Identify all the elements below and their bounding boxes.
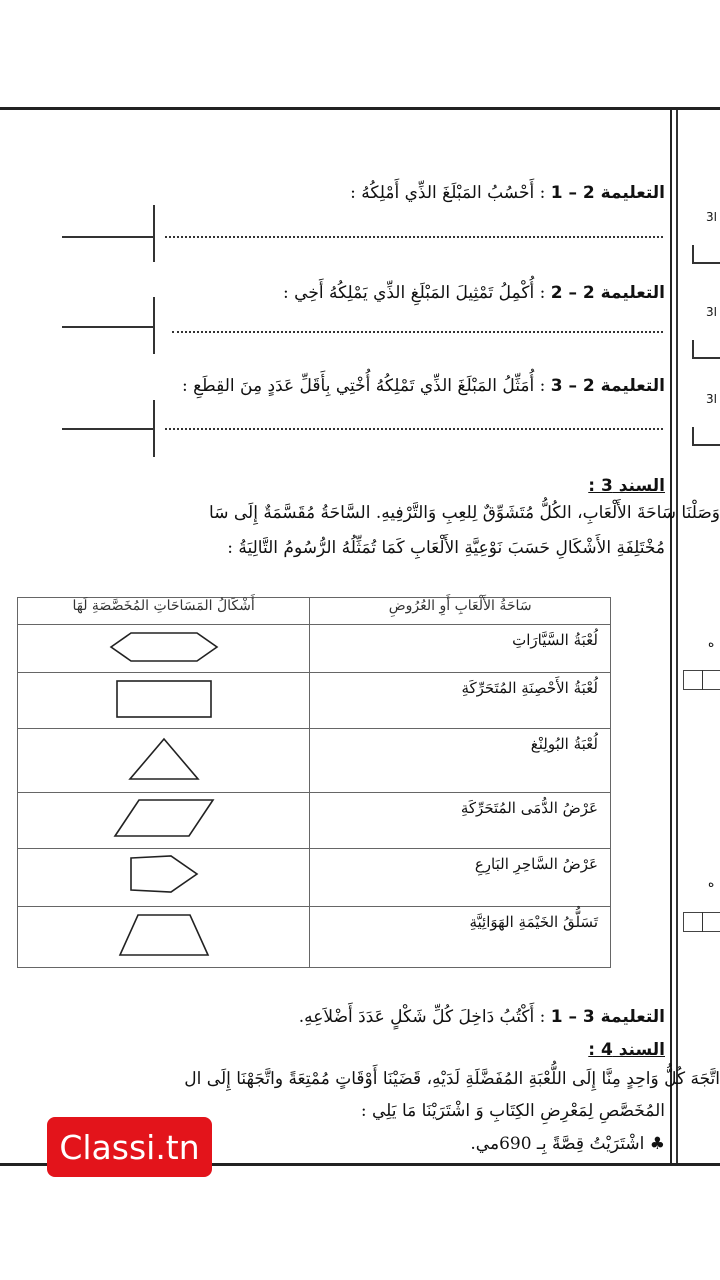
top-border xyxy=(0,107,720,110)
instruction-3-1 xyxy=(299,1007,665,1027)
row-name: لُعْبَةُ الأَحْصِنَةِ المُتَحَرِّكَةِ xyxy=(310,673,611,729)
parallelogram-shape xyxy=(18,792,310,848)
side-mark: ه xyxy=(708,636,715,650)
instruction-text: : أَحْسُبُ المَبْلَغَ الذِّي أَمْلِكُهُ : xyxy=(350,183,546,203)
header-games: سَاحَةُ الأَلْعَابِ أَوِ العُرُوضِ xyxy=(310,598,611,625)
instruction-label: التعليمة 2 – 2 xyxy=(550,283,665,303)
instruction-label: التعليمة 2 – 1 xyxy=(550,183,665,203)
column-divider xyxy=(670,110,672,1163)
instruction-text: : أَكْتُبُ دَاخِلَ كُلِّ شَكْلٍ عَدَدَ أَضْلاَعِهِ. xyxy=(298,1007,546,1027)
side-bracket xyxy=(692,262,720,264)
pentagon-shape xyxy=(18,848,310,906)
answer-bar xyxy=(153,400,155,457)
side-mark: 3ا xyxy=(706,392,717,406)
row-name: لُعْبَةُ السَّيَّارَاتِ xyxy=(310,625,611,673)
sanad-3-title: السند 3 : xyxy=(588,476,665,496)
sanad-4-line-1: اتَّجَهَ كُلُّ وَاحِدٍ مِنَّا إِلَى اللُّعْبَةِ المُفَضَّلَةِ لَدَيْهِ، قَضَيْنَا أَوْقَاتٍ مُمْتِعَةً واتَّجَهْنَا إِلَى ال xyxy=(184,1069,720,1089)
side-bracket xyxy=(692,444,720,446)
hexagon-shape xyxy=(18,625,310,673)
side-mark: 3ا xyxy=(706,210,717,224)
instruction-2-2 xyxy=(283,283,665,303)
sanad-4-line-2: المُخَصَّصِ لِمَعْرِضِ الكِتَابِ وَ اشْتَرَيْنَا مَا يَلِي : xyxy=(360,1101,665,1121)
answer-line xyxy=(62,236,154,238)
answer-dots xyxy=(165,428,663,430)
answer-bar xyxy=(153,297,155,354)
side-bracket xyxy=(692,340,694,358)
answer-dots xyxy=(165,236,663,238)
instruction-2-3 xyxy=(182,376,665,396)
sanad-4-title: السند 4 : xyxy=(588,1040,665,1060)
instruction-label: التعليمة 3 – 1 xyxy=(550,1007,665,1027)
table-row xyxy=(18,673,611,729)
answer-dots xyxy=(172,331,663,333)
row-name: عَرْضُ الدُّمَى المُتَحَرِّكَةِ xyxy=(310,792,611,848)
header-shapes: أَشْكَالُ المَسَاحَاتِ المُخَصَّصَةِ لَهَا xyxy=(18,598,310,625)
classi-logo: Classi.tn xyxy=(47,1117,212,1177)
table-row xyxy=(18,907,611,968)
row-name: لُعْبَةُ البُولِنْغ xyxy=(310,729,611,792)
games-table xyxy=(17,597,611,968)
table-row xyxy=(18,625,611,673)
instruction-label: التعليمة 2 – 3 xyxy=(550,376,665,396)
table-header-row xyxy=(18,598,611,625)
row-name: تَسَلُّقُ الخَيْمَةِ الهَوَائِيَّةِ xyxy=(310,907,611,968)
rectangle-shape xyxy=(18,673,310,729)
column-divider-inner xyxy=(676,110,678,1163)
row-name: عَرْضُ السَّاحِرِ البَارِعِ xyxy=(310,848,611,906)
answer-line xyxy=(62,428,154,430)
table-row xyxy=(18,848,611,906)
club-icon: ♣ xyxy=(649,1134,665,1154)
instruction-2-1 xyxy=(350,183,665,203)
item-text: اشْتَرَيْتُ قِصَّةً بِـ 690مي. xyxy=(470,1134,645,1154)
side-bracket xyxy=(692,245,694,263)
sanad-4-item-1 xyxy=(470,1134,665,1154)
table-row xyxy=(18,792,611,848)
side-bracket xyxy=(692,427,694,445)
side-mark: 3ا xyxy=(706,305,717,319)
instruction-text: : أُمَثِّلُ المَبْلَغَ الذِّي تَمْلِكُهُ أُخْتِي بِأَقَلِّ عَدَدٍ مِنَ القِطَعِ : xyxy=(182,376,546,396)
triangle-shape xyxy=(18,729,310,792)
trapezoid-shape xyxy=(18,907,310,968)
table-row xyxy=(18,729,611,792)
sanad-3-line-1: وَصَلْنَا سَاحَةَ الأَلْعَابِ، الكُلُّ مُتَشَوِّقٌ لِلعِبِ وَالتَّرْفِيهِ. السَّاحَةُ مُقَسَّمَةٌ إِلَى سَا xyxy=(209,503,720,523)
sanad-3-line-2: مُخْتَلِفَةِ الأَشْكَالِ حَسَبَ نَوْعِيَّةِ الأَلْعَابِ كَمَا تُمَثِّلُهُ الرُّسُومُ التَّالِيَةُ : xyxy=(227,538,665,558)
answer-line xyxy=(62,326,154,328)
side-box-divider xyxy=(702,912,703,932)
side-bracket xyxy=(692,357,720,359)
instruction-text: : أُكْمِلُ تَمْثِيلَ المَبْلَغِ الذِّي يَمْلِكُهُ أَخِي : xyxy=(283,283,546,303)
answer-bar xyxy=(153,205,155,262)
side-mark: ه xyxy=(708,876,715,890)
side-box-divider xyxy=(702,670,703,690)
